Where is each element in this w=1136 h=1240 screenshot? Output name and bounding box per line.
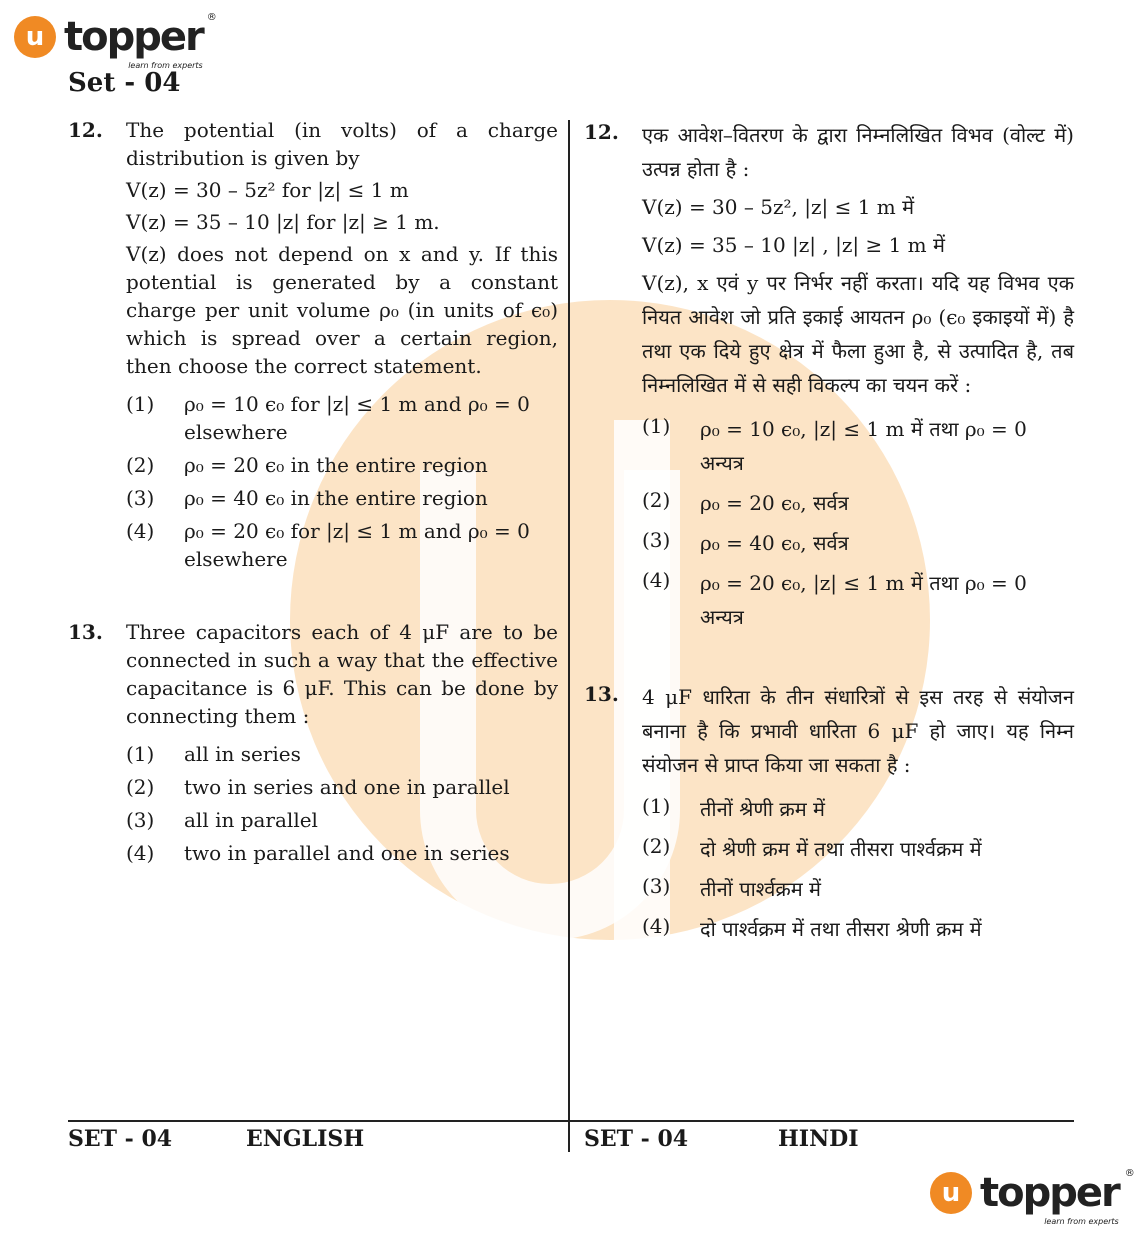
topper-logo-word: topper ® learn from experts [980,1168,1133,1226]
option-2: (2) two in series and one in parallel [126,775,510,799]
question-stem-continued: V(z), x एवं y पर निर्भर नहीं करता। यदि यह विभव एक नियत आवेश जो प्रति इकाई आयतन ρ₀ (ϵ₀ इकाइयों में) है तथा एक दिये हुए क्षेत्र में फैला हुआ है, से उत्पादित है, तब निम्नलिखित में से सही विकल्प का चयन करें : [642,271,1074,397]
option-4: (4) ρ₀ = 20 ϵ₀ for |z| ≤ 1 m and ρ₀ = 0 elsewhere [126,519,530,571]
question-number: 13. [584,682,619,706]
footer-rule [68,1120,1074,1122]
option-4: (4) two in parallel and one in series [126,841,510,865]
page-set-title: Set - 04 [68,68,181,98]
english-column [68,116,558,912]
topper-logo-bottom [930,1168,1133,1226]
option-1: (1) ρ₀ = 10 ϵ₀ for |z| ≤ 1 m and ρ₀ = 0 elsewhere [126,392,530,444]
registered-mark: ® [1124,1168,1133,1179]
topper-logo-icon: u [14,16,56,58]
options-list [126,740,558,867]
options-list [642,792,1074,946]
option-1: (1) all in series [126,742,301,766]
option-3: (3) तीनों पार्श्वक्रम में [642,874,822,901]
question-stem-continued: V(z) does not depend on x and y. If this potential is generated by a constant charge per unit volume ρ₀ (in units of ϵ₀) which is spread over a certain region, then choose the correct statement. [126,242,558,378]
option-3: (3) all in parallel [126,808,318,832]
option-1: (1) ρ₀ = 10 ϵ₀, |z| ≤ 1 m में तथा ρ₀ = 0 अन्यत्र [642,414,1027,475]
option-4: (4) दो पार्श्वक्रम में तथा तीसरा श्रेणी क्रम में [642,914,982,941]
question-13-en [68,618,558,872]
equation-line: V(z) = 30 – 5z² for |z| ≤ 1 m [126,178,409,202]
column-divider [568,120,570,1152]
options-list [126,390,558,573]
options-list [642,412,1074,634]
question-body [642,680,1074,952]
topper-logo-top [14,12,215,70]
question-body [126,618,558,872]
question-number: 12. [68,118,103,142]
option-3: (3) ρ₀ = 40 ϵ₀, सर्वत्र [642,528,849,555]
logo-tagline: learn from experts [128,61,203,70]
hindi-column [584,118,1074,992]
question-number: 13. [68,620,103,644]
footer-set-hi: SET - 04 [584,1126,689,1152]
footer-set-en: SET - 04 [68,1126,173,1152]
equation-line: V(z) = 30 – 5z², |z| ≤ 1 m में [642,195,915,219]
question-body [642,118,1074,640]
option-3: (3) ρ₀ = 40 ϵ₀ in the entire region [126,486,488,510]
topper-logo-word: topper ® learn from experts [64,12,215,70]
footer-language-en: ENGLISH [246,1126,365,1152]
option-4: (4) ρ₀ = 20 ϵ₀, |z| ≤ 1 m में तथा ρ₀ = 0 अन्यत्र [642,568,1027,629]
option-2: (2) दो श्रेणी क्रम में तथा तीसरा पार्श्वक्रम में [642,834,982,861]
logo-tagline: learn from experts [1044,1217,1119,1226]
option-2: (2) ρ₀ = 20 ϵ₀, सर्वत्र [642,488,849,515]
question-stem: एक आवेश–वितरण के द्वारा निम्नलिखित विभव (वोल्ट में) उत्पन्न होता है : [642,123,1074,181]
option-1: (1) तीनों श्रेणी क्रम में [642,794,826,821]
question-12-hi [584,118,1074,640]
footer-language-hi: HINDI [778,1126,859,1152]
topper-logo-icon: u [930,1172,972,1214]
question-12-en [68,116,558,578]
question-13-hi [584,680,1074,952]
equation-line: V(z) = 35 – 10 |z| , |z| ≥ 1 m में [642,233,945,257]
question-stem: The potential (in volts) of a charge distribution is given by [126,118,558,170]
registered-mark: ® [206,12,215,23]
question-stem: 4 μF धारिता के तीन संधारित्रों से इस तरह से संयोजन बनाना है कि प्रभावी धारिता 6 μF हो जाए। यह निम्न संयोजन से प्राप्त किया जा सकता है : [642,685,1074,777]
question-number: 12. [584,120,619,144]
question-stem: Three capacitors each of 4 μF are to be connected in such a way that the effective capacitance is 6 μF. This can be done by connecting them : [126,620,558,728]
option-2: (2) ρ₀ = 20 ϵ₀ in the entire region [126,453,488,477]
equation-line: V(z) = 35 – 10 |z| for |z| ≥ 1 m. [126,210,440,234]
question-body [126,116,558,578]
